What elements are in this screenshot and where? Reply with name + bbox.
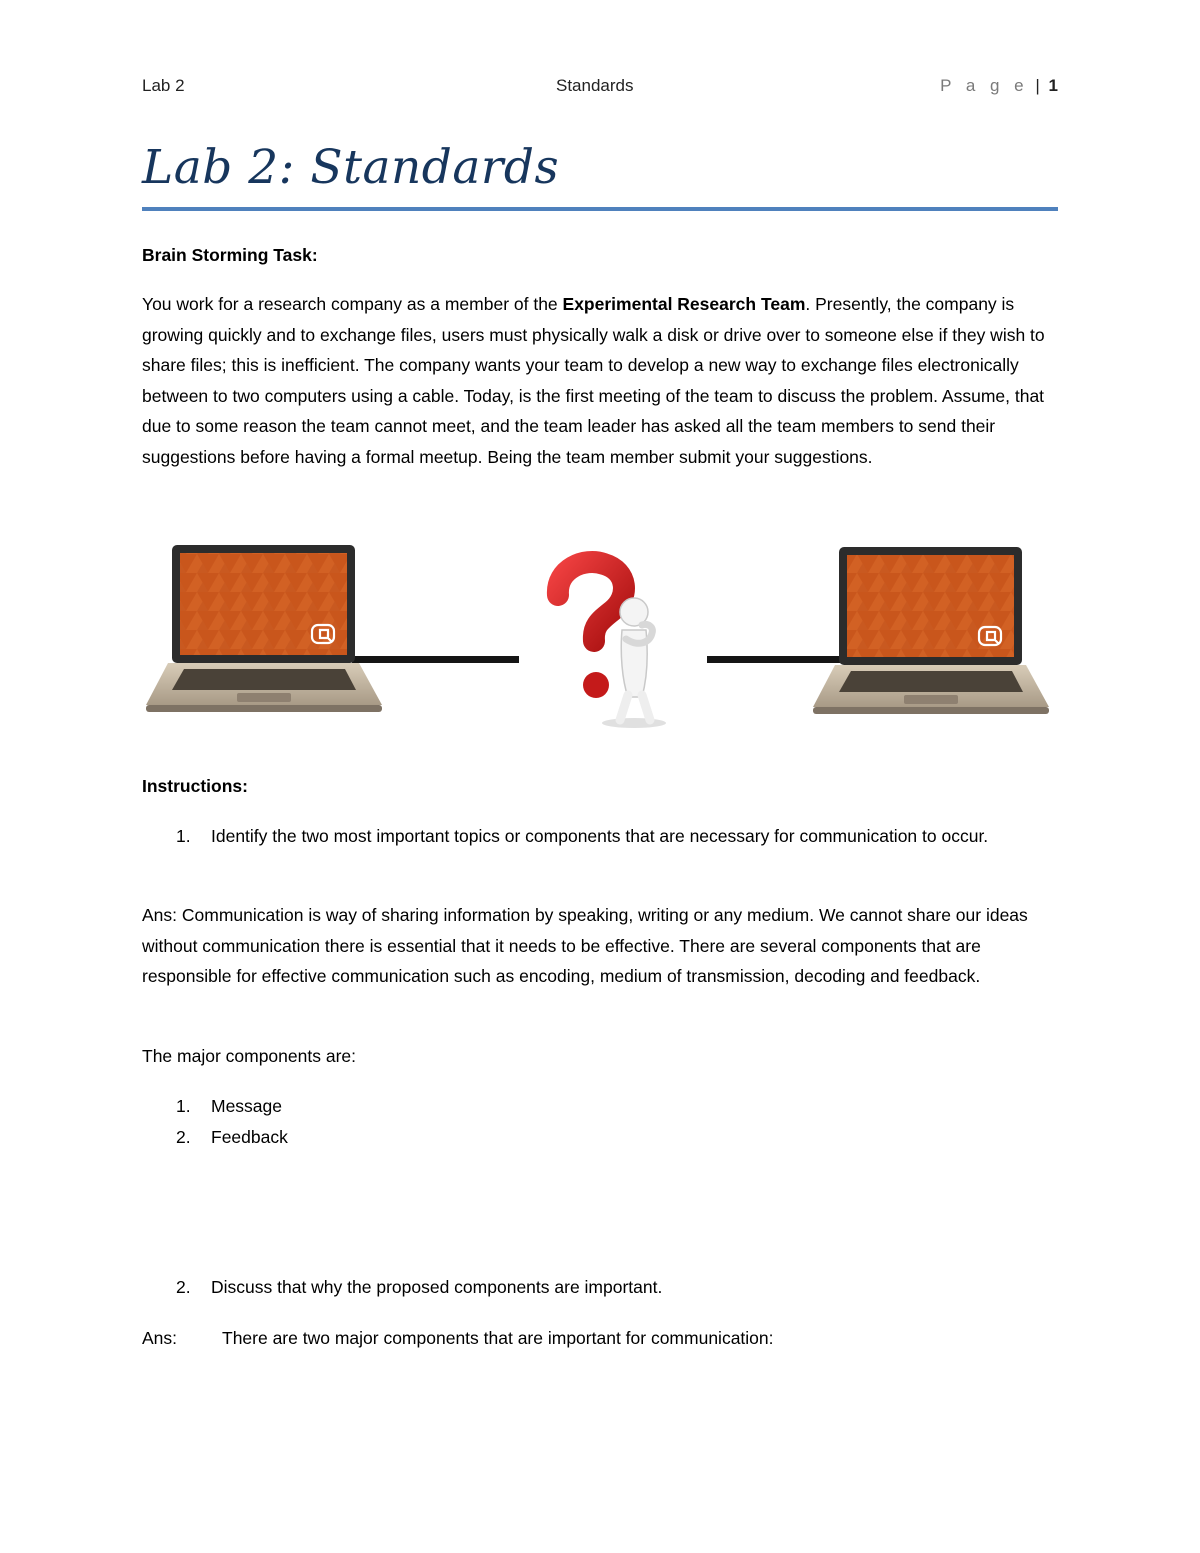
brainstorm-text-start: You work for a research company as a member of the [142,294,563,314]
brainstorm-paragraph [142,289,1060,472]
question-2-number: 2. [176,1277,191,1297]
thinking-figure-icon [519,535,707,740]
instructions-heading: Instructions: [142,776,248,796]
question-1-text: Identify the two most important topics or components that are necessary for communication to occur. [211,826,989,846]
component-label: Message [211,1096,283,1116]
header-page-word: P a g e [940,76,1029,95]
header-page-number: 1 [1048,76,1058,95]
answer-2-line [142,1323,774,1354]
laptop-left-icon [146,545,382,712]
header-separator: | [1035,76,1040,95]
answer-1-paragraph: Ans: Communication is way of sharing information by speaking, writing or any medium. We cannot share our ideas without communication there is essential that it needs to be effective. There are several components that are responsible for effective communication such as encoding, medium of transmission, decoding and feedback. [142,905,1028,986]
header-center: Standards [556,76,634,95]
answer-2-text: There are two major components that are important for communication: [222,1328,774,1348]
document-title: Lab 2: Standards [142,140,560,195]
component-number: 2. [176,1127,191,1147]
brainstorm-text-rest: . Presently, the company is growing quickly and to exchange files, users must physically walk a disk or drive over to someone else if they wish to share files; this is inefficient. The company wants your team to develop a new way to exchange files electronically between to two computers using a cable. Today, is the first meeting of the team to discuss the problem. Assume, that due to some reason the team cannot meet, and the team leader has asked all the team members to send their suggestions before having a formal meetup. Being the team member submit your suggestions. [142,294,1045,467]
question-2-text: Discuss that why the proposed components are important. [211,1277,663,1297]
component-number: 1. [176,1096,191,1116]
question-1-number: 1. [176,826,191,846]
answer-2-label: Ans: [142,1328,178,1348]
brainstorm-heading: Brain Storming Task: [142,245,318,265]
title-underline [142,207,1058,211]
question-2 [142,1272,1060,1303]
major-components-intro: The major components are: [142,1046,356,1066]
figure-laptops-cable [142,535,1058,740]
laptop-right-icon [813,547,1049,714]
component-item-feedback [142,1122,1060,1153]
component-label: Feedback [211,1127,288,1147]
header-left: Lab 2 [142,76,185,95]
question-1 [142,821,1060,883]
team-name: Experimental Research Team [562,294,806,314]
component-item-message [142,1091,1060,1122]
header-page [940,76,1058,96]
